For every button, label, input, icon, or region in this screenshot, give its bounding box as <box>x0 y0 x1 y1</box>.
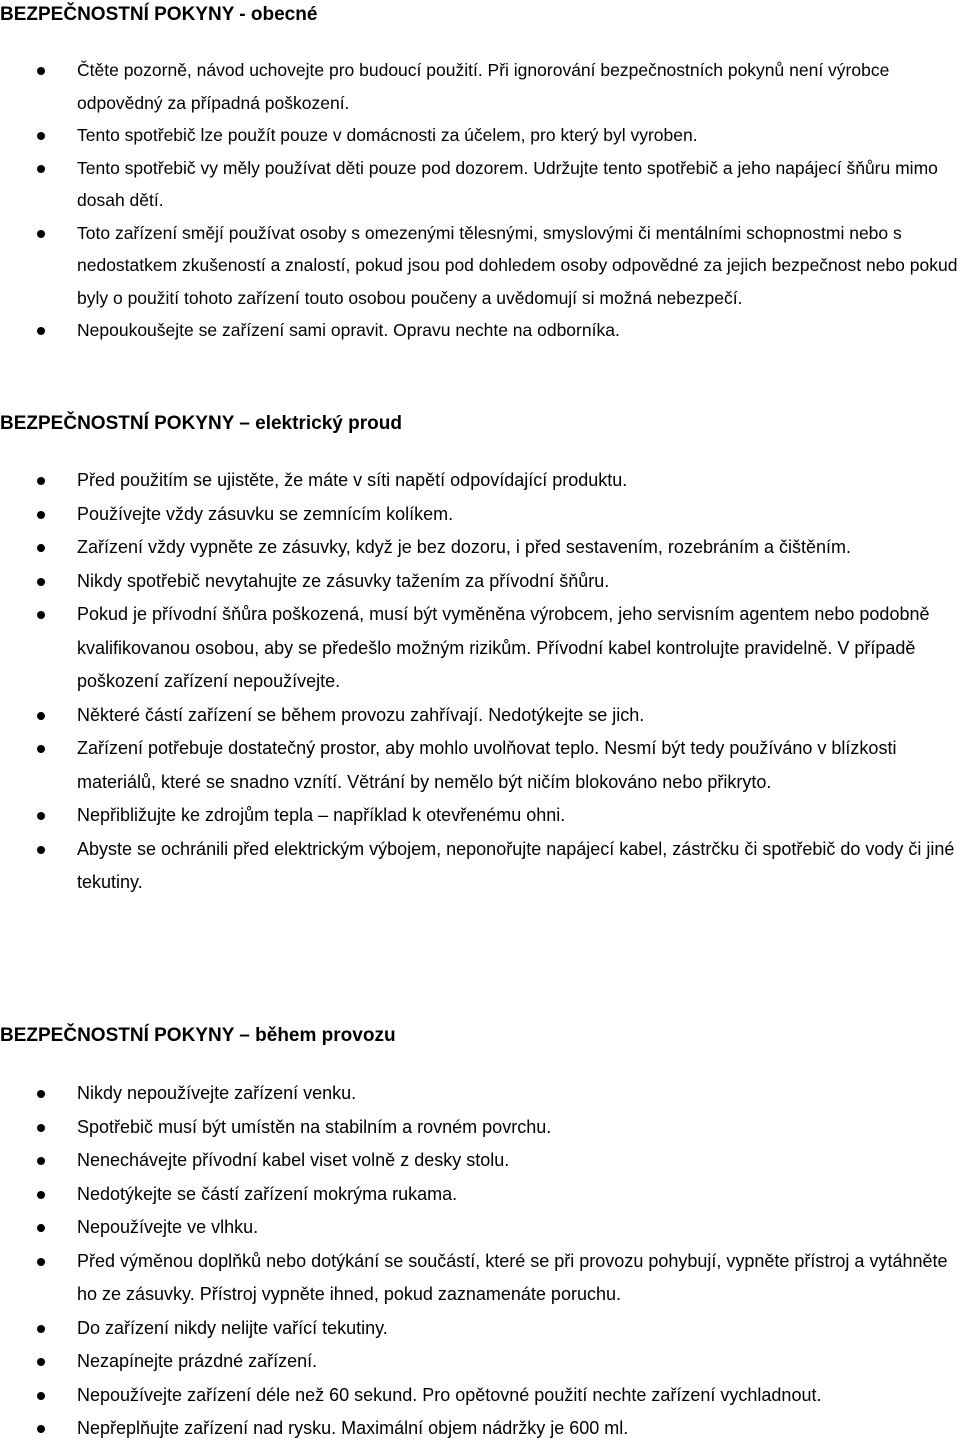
bullet-list-general <box>0 54 960 347</box>
list-item: Některé částí zařízení se během provozu zahřívají. Nedotýkejte se jich. <box>0 699 960 733</box>
bullet-icon <box>37 1191 45 1199</box>
bullet-icon <box>37 1425 45 1433</box>
list-item: Toto zařízení smějí používat osoby s omezenými tělesnými, smyslovými či mentálními schopnostmi nebo s nedostatkem zkušeností a znalostí, pokud jsou pod dohledem osoby odpovědné za jejich bezpečnost nebo pokud byly o použití tohoto zařízení touto osobou poučeny a uvědomují si možná nebezpečí. <box>0 217 960 315</box>
bullet-icon <box>37 578 45 586</box>
list-item: Zařízení potřebuje dostatečný prostor, aby mohlo uvolňovat teplo. Nesmí být tedy používáno v blízkosti materiálů, které se snadno vznítí. Větrání by nemělo být ničím blokováno nebo přikryto. <box>0 732 960 799</box>
bullet-icon <box>37 230 45 238</box>
list-item: Před výměnou doplňků nebo dotýkání se součástí, které se při provozu pohybují, vypněte přístroj a vytáhněte ho ze zásuvky. Přístroj vypněte ihned, pokud zaznamenáte poruchu. <box>0 1245 960 1312</box>
bullet-icon <box>37 1124 45 1132</box>
bullet-icon <box>37 544 45 552</box>
bullet-icon <box>37 1157 45 1165</box>
list-item: Nezapínejte prázdné zařízení. <box>0 1345 960 1379</box>
list-item: Nedotýkejte se částí zařízení mokrýma rukama. <box>0 1178 960 1212</box>
list-item: Nikdy spotřebič nevytahujte ze zásuvky tažením za přívodní šňůru. <box>0 565 960 599</box>
bullet-icon <box>37 327 45 335</box>
bullet-icon <box>37 611 45 619</box>
bullet-icon <box>37 1325 45 1333</box>
bullet-list-operation <box>0 1077 960 1446</box>
bullet-icon <box>37 712 45 720</box>
bullet-icon <box>37 1224 45 1232</box>
list-item: Abyste se ochránili před elektrickým výbojem, neponořujte napájecí kabel, zástrčku či spotřebič do vody či jiné tekutiny. <box>0 833 960 900</box>
bullet-icon <box>37 1358 45 1366</box>
section-heading-general: BEZPEČNOSTNÍ POKYNY - obecné <box>0 4 318 25</box>
bullet-icon <box>37 477 45 485</box>
list-item: Tento spotřebič lze použít pouze v domácnosti za účelem, pro který byl vyroben. <box>0 119 960 152</box>
list-item: Do zařízení nikdy nelijte vařící tekutiny. <box>0 1312 960 1346</box>
bullet-list-electric <box>0 464 960 900</box>
bullet-icon <box>37 745 45 753</box>
bullet-icon <box>37 1392 45 1400</box>
bullet-icon <box>37 1258 45 1266</box>
list-item: Nikdy nepoužívejte zařízení venku. <box>0 1077 960 1111</box>
list-item: Nepoužívejte zařízení déle než 60 sekund. Pro opětovné použití nechte zařízení vychladnout. <box>0 1379 960 1413</box>
list-item: Používejte vždy zásuvku se zemnícím kolíkem. <box>0 498 960 532</box>
list-item: Zařízení vždy vypněte ze zásuvky, když je bez dozoru, i před sestavením, rozebráním a čištěním. <box>0 531 960 565</box>
bullet-icon <box>37 1090 45 1098</box>
list-item: Pokud je přívodní šňůra poškozená, musí být vyměněna výrobcem, jeho servisním agentem nebo podobně kvalifikovanou osobou, aby se předešlo možným rizikům. Přívodní kabel kontrolujte pravidelně. V případě poškození zařízení nepoužívejte. <box>0 598 960 699</box>
list-item: Nepřeplňujte zařízení nad rysku. Maximální objem nádržky je 600 ml. <box>0 1412 960 1446</box>
bullet-icon <box>37 846 45 854</box>
list-item: Nenechávejte přívodní kabel viset volně z desky stolu. <box>0 1144 960 1178</box>
bullet-icon <box>37 67 45 75</box>
section-heading-electric: BEZPEČNOSTNÍ POKYNY – elektrický proud <box>0 413 402 434</box>
list-item: Před použitím se ujistěte, že máte v síti napětí odpovídající produktu. <box>0 464 960 498</box>
list-item: Tento spotřebič vy měly používat děti pouze pod dozorem. Udržujte tento spotřebič a jeho napájecí šňůru mimo dosah dětí. <box>0 152 960 217</box>
list-item: Nepoukoušejte se zařízení sami opravit. Opravu nechte na odborníka. <box>0 314 960 347</box>
bullet-icon <box>37 511 45 519</box>
bullet-icon <box>37 132 45 140</box>
section-heading-operation: BEZPEČNOSTNÍ POKYNY – během provozu <box>0 1025 396 1046</box>
bullet-icon <box>37 165 45 173</box>
bullet-icon <box>37 812 45 820</box>
list-item: Čtěte pozorně, návod uchovejte pro budoucí použití. Při ignorování bezpečnostních pokynů není výrobce odpovědný za případná poškození. <box>0 54 960 119</box>
list-item: Nepřibližujte ke zdrojům tepla – například k otevřenému ohni. <box>0 799 960 833</box>
list-item: Nepoužívejte ve vlhku. <box>0 1211 960 1245</box>
list-item: Spotřebič musí být umístěn na stabilním a rovném povrchu. <box>0 1111 960 1145</box>
